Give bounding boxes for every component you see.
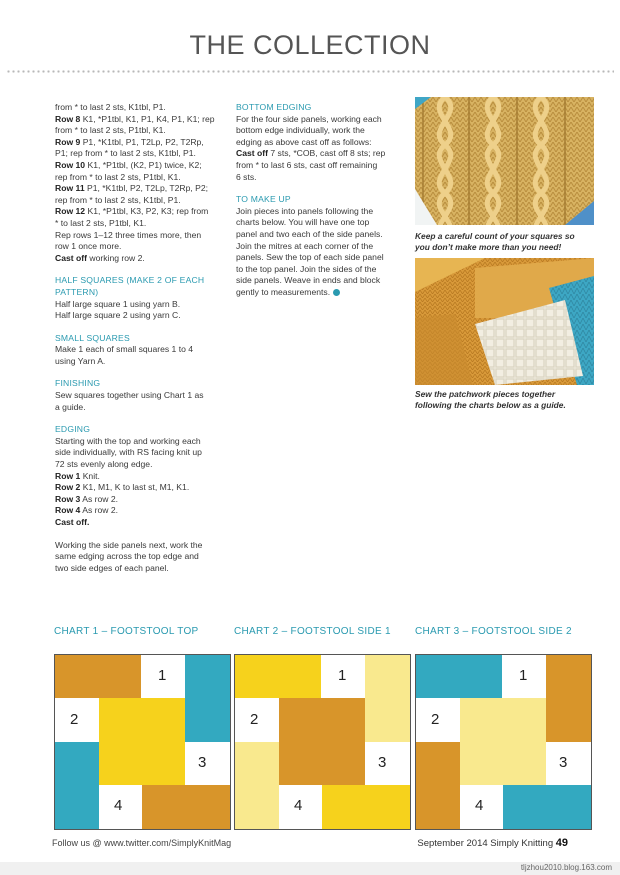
square-label-2: 2 bbox=[431, 711, 440, 728]
row-8-line: Row 8 K1, *P1tbl, K1, P1, K4, P1, K1; rep bbox=[55, 113, 215, 124]
edging-row-3: Row 3 As row 2. bbox=[55, 493, 119, 504]
twitter-follow-link[interactable]: Follow us @ www.twitter.com/SimplyKnitMag bbox=[52, 838, 232, 848]
section-heading-half-squares: HALF SQUARES (MAKE 2 OF EACH bbox=[55, 275, 205, 286]
chart-cell bbox=[235, 742, 279, 829]
text-line: Rep rows 1–12 three times more, then bbox=[55, 229, 202, 240]
text-line: P1; rep from * to last 2 sts, K1tbl, P1. bbox=[55, 148, 196, 159]
text-line: For the four side panels, working each bbox=[236, 113, 382, 124]
pattern-column-1 bbox=[55, 102, 225, 574]
text-line: same edging across the top edge and bbox=[55, 551, 199, 562]
square-label-3: 3 bbox=[559, 754, 568, 771]
chart-cell bbox=[416, 742, 460, 829]
row-10-line: Row 10 K1, *P1tbl, (K2, P1) twice, K2; bbox=[55, 159, 202, 170]
chart-cell bbox=[55, 655, 141, 698]
chart-cell bbox=[279, 698, 365, 785]
text-line: Join pieces into panels following the bbox=[236, 205, 374, 216]
edging-row-2: Row 2 K1, M1, K to last st, M1, K1. bbox=[55, 482, 190, 493]
photo-caption-1: Keep a careful count of your squares so you don’t make more than you need! bbox=[415, 231, 575, 252]
chart-2-title: CHART 2 – FOOTSTOOL SIDE 1 bbox=[234, 626, 391, 637]
row-9-line: Row 9 P1, *K1tbl, P1, T2Lp, P2, T2Rp, bbox=[55, 136, 204, 147]
text-line: Make 1 each of small squares 1 to 4 bbox=[55, 344, 194, 355]
chart-cell bbox=[322, 785, 410, 829]
chart-cell bbox=[460, 698, 546, 785]
text-line: edging as above cast off as follows: bbox=[236, 136, 372, 147]
patchwork-photo bbox=[415, 258, 594, 385]
square-label-2: 2 bbox=[70, 711, 79, 728]
text-line: bottom edge individually, work the bbox=[236, 125, 365, 136]
edging-cast-off: Cast off. bbox=[55, 517, 90, 527]
blog-watermark: tljzhou2010.blog.163.com bbox=[520, 863, 612, 872]
photo-caption-2: Sew the patchwork pieces together following the charts below as a guide. bbox=[415, 389, 566, 410]
chart-cell bbox=[365, 655, 410, 742]
square-label-1: 1 bbox=[338, 667, 347, 684]
section-heading-finishing: FINISHING bbox=[55, 378, 101, 389]
text-line: Working the side panels next, work the bbox=[55, 539, 203, 550]
chart-cell bbox=[546, 742, 591, 785]
edging-row-4: Row 4 As row 2. bbox=[55, 505, 119, 516]
square-label-4: 4 bbox=[475, 797, 484, 814]
end-dot-icon bbox=[333, 289, 340, 296]
square-label-3: 3 bbox=[378, 754, 387, 771]
text-line: two side edges of each panel. bbox=[55, 562, 169, 573]
text-line: * to last 2 sts, P1tbl, K1. bbox=[55, 217, 147, 228]
text-line: rep from * to last 2 sts, P1tbl, K1. bbox=[55, 171, 181, 182]
text-line: Join the mitres at each corner of the bbox=[236, 240, 374, 251]
text-line: side individually, with RS facing knit up bbox=[55, 447, 202, 458]
row-11-line: Row 11 P1, *K1tbl, P2, T2Lp, T2Rp, P2; bbox=[55, 183, 209, 194]
end-line: gently to measurements. bbox=[236, 287, 406, 299]
square-label-1: 1 bbox=[519, 667, 528, 684]
section-heading-bottom-edging: BOTTOM EDGING bbox=[236, 102, 312, 112]
chart-3-title: CHART 3 – FOOTSTOOL SIDE 2 bbox=[415, 626, 572, 637]
section-heading-edging: EDGING bbox=[55, 424, 91, 435]
text-line: 6 sts. bbox=[236, 171, 257, 182]
chart-cell bbox=[142, 785, 230, 829]
chart-cell bbox=[185, 742, 230, 785]
text-line: Sew squares together using Chart 1 as bbox=[55, 390, 204, 401]
chart-cell bbox=[416, 655, 502, 698]
chart-cell bbox=[55, 742, 99, 829]
edging-row-1: Row 1 Knit. bbox=[55, 470, 100, 481]
issue-folio: September 2014 Simply Knitting 49 bbox=[417, 837, 568, 849]
text-line: using Yarn A. bbox=[55, 355, 106, 366]
text-line: side panels. Weave in ends and block bbox=[236, 275, 381, 286]
page-number: 49 bbox=[555, 837, 568, 849]
text-line: rep from * to last 2 sts, K1tbl, P1. bbox=[55, 194, 181, 205]
square-label-4: 4 bbox=[294, 797, 303, 814]
text-line: Half large square 1 using yarn B. bbox=[55, 298, 181, 309]
square-label-2: 2 bbox=[250, 711, 259, 728]
text-line: to the top panel. Join the sides of the bbox=[236, 263, 377, 274]
text-line: panel and two each of the side panels. bbox=[236, 228, 383, 239]
chart-cell bbox=[503, 785, 591, 829]
chart-1-footstool-top bbox=[54, 654, 231, 830]
pattern-column-2 bbox=[236, 102, 406, 299]
chart-cell bbox=[546, 655, 591, 742]
chart-1-title: CHART 1 – FOOTSTOOL TOP bbox=[54, 626, 199, 637]
cable-knit-photo bbox=[415, 97, 594, 225]
row-12-line: Row 12 K1, *P1tbl, K3, P2, K3; rep from bbox=[55, 206, 209, 217]
chart-cell bbox=[365, 742, 410, 785]
text-line: 72 sts evenly along edge. bbox=[55, 459, 153, 470]
square-label-3: 3 bbox=[198, 754, 207, 771]
section-heading-half-squares-cont: PATTERN) bbox=[55, 286, 99, 297]
chart-3-footstool-side-2 bbox=[415, 654, 592, 830]
chart-2-footstool-side-1 bbox=[234, 654, 411, 830]
dotted-divider bbox=[6, 70, 614, 73]
text-line: panels. Sew the top of each side panel bbox=[236, 252, 384, 263]
text-line: Half large square 2 using yarn C. bbox=[55, 310, 181, 321]
text-line: from * to last 2 sts, K1tbl, P1. bbox=[55, 102, 166, 112]
page-title: THE COLLECTION bbox=[189, 30, 431, 60]
bottom-cast-off-line: Cast off 7 sts, *COB, cast off 8 sts; rep bbox=[236, 148, 386, 159]
section-heading-make-up: TO MAKE UP bbox=[236, 194, 291, 205]
text-line: from * to last 2 sts, P1tbl, K1. bbox=[55, 125, 166, 136]
text-line: Starting with the top and working each bbox=[55, 435, 201, 446]
text-line: row 1 once more. bbox=[55, 241, 122, 252]
square-label-1: 1 bbox=[158, 667, 167, 684]
cast-off-line: Cast off working row 2. bbox=[55, 252, 145, 263]
text-line: from * to last 6 sts, cast off remaining bbox=[236, 159, 378, 170]
text-line: charts below. You will have one top bbox=[236, 217, 370, 228]
square-label-4: 4 bbox=[114, 797, 123, 814]
chart-cell bbox=[99, 698, 185, 785]
chart-cell bbox=[185, 655, 230, 742]
text-line: a guide. bbox=[55, 401, 86, 412]
chart-cell bbox=[235, 655, 321, 698]
section-heading-small-squares: SMALL SQUARES bbox=[55, 332, 130, 343]
